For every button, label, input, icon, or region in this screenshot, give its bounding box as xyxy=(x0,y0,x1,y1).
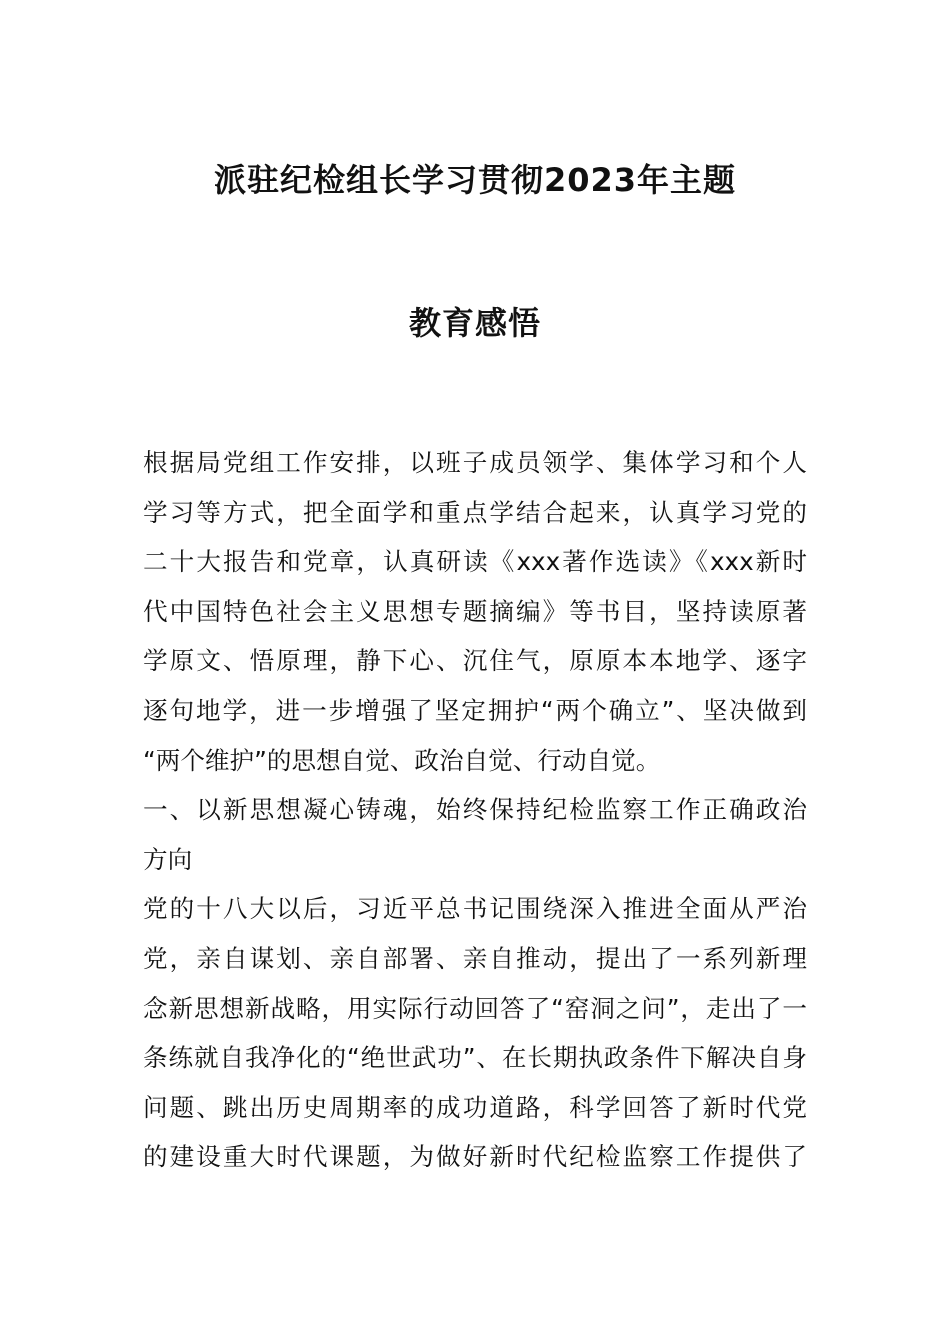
body-line-10: 念新思想新战略，用实际行动回答了“窑洞之问”，走出了一 xyxy=(143,993,807,1023)
body-line-9: 党，亲自谋划、亲自部署、亲自推动，提出了一系列新理 xyxy=(143,943,807,973)
section-heading-line-1: 一、以新思想凝心铸魂，始终保持纪检监察工作正确政治 xyxy=(143,795,807,825)
body-line-13: 的建设重大时代课题，为做好新时代纪检监察工作提供了 xyxy=(143,1142,807,1172)
document-body xyxy=(143,438,807,1182)
body-line-1: 根据局党组工作安排，以班子成员领学、集体学习和个人 xyxy=(143,448,807,477)
body-line-12: 问题、跳出历史周期率的成功道路，科学回答了新时代党 xyxy=(143,1092,807,1122)
body-line-7: “两个维护”的思想自觉、政治自觉、行动自觉。 xyxy=(143,745,661,775)
section-heading-line-2: 方向 xyxy=(143,844,193,874)
body-line-4: 代中国特色社会主义思想专题摘编》等书目，坚持读原著 xyxy=(143,596,807,626)
body-line-2: 学习等方式，把全面学和重点学结合起来，认真学习党的 xyxy=(143,497,807,527)
document-title-line-1: 派驻纪检组长学习贯彻2023年主题 xyxy=(213,161,737,199)
body-line-5: 学原文、悟原理，静下心、沉住气，原原本本地学、逐字 xyxy=(143,646,807,676)
body-line-6: 逐句地学，进一步增强了坚定拥护“两个确立”、坚决做到 xyxy=(143,695,807,725)
body-line-3: 二十大报告和党章，认真研读《xxx著作选读》《xxx新时 xyxy=(143,547,807,577)
body-line-11: 条练就自我净化的“绝世武功”、在长期执政条件下解决自身 xyxy=(143,1043,807,1073)
body-line-8: 党的十八大以后，习近平总书记围绕深入推进全面从严治 xyxy=(143,894,807,924)
document-title-line-2: 教育感悟 xyxy=(408,304,541,342)
